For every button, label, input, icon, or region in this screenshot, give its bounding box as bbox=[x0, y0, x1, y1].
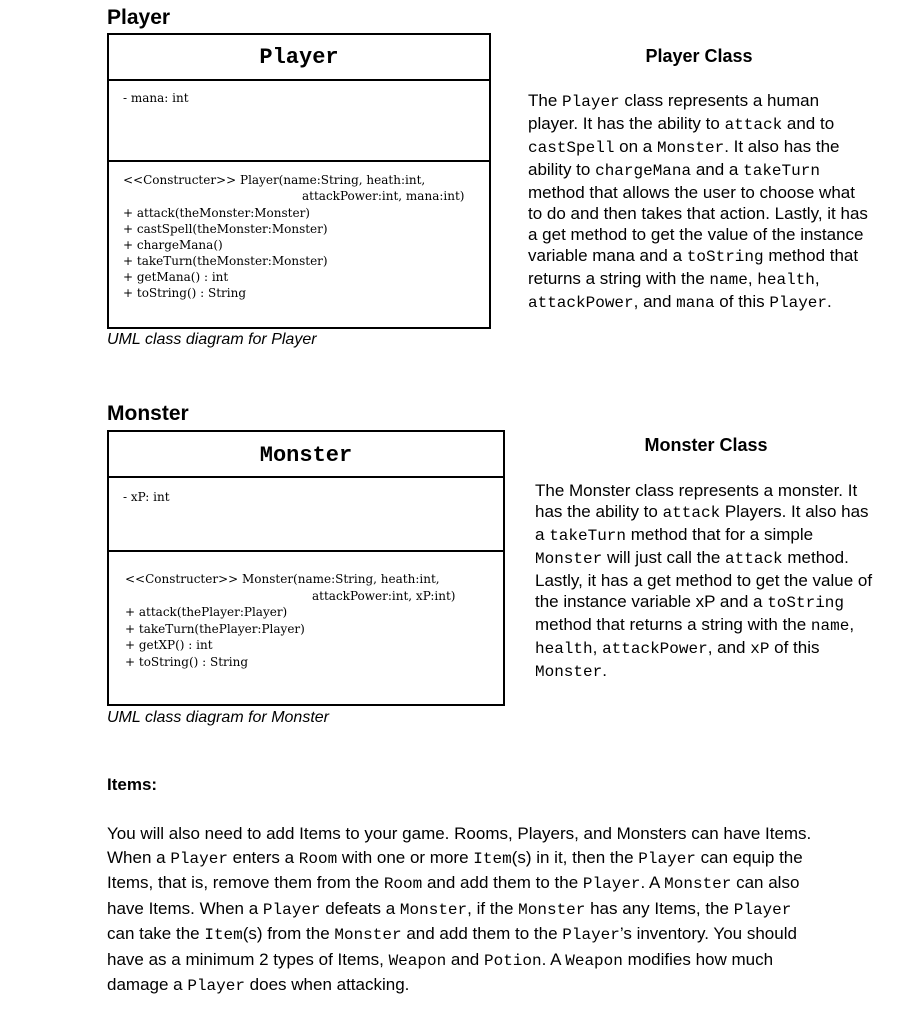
monster-attribute-xp: - xP: int bbox=[123, 490, 170, 504]
monster-method: + toString() : String bbox=[125, 655, 249, 669]
monster-method: + takeTurn(thePlayer:Player) bbox=[125, 622, 305, 636]
player-uml-class-name: Player bbox=[109, 35, 489, 81]
player-uml-diagram bbox=[107, 33, 491, 329]
player-attribute-mana: - mana: int bbox=[123, 91, 189, 105]
player-method: + castSpell(theMonster:Monster) bbox=[123, 222, 328, 236]
player-uml-caption: UML class diagram for Player bbox=[107, 331, 317, 348]
player-constructor-line1: <<Constructer>> Player(name:String, heath:int, bbox=[123, 173, 426, 187]
player-uml-attributes bbox=[109, 79, 489, 162]
monster-uml-caption: UML class diagram for Monster bbox=[107, 709, 329, 726]
player-method: + chargeMana() bbox=[123, 238, 223, 252]
monster-constructor-line1: <<Constructer>> Monster(name:String, heath:int, bbox=[125, 572, 440, 586]
monster-section-title: Monster bbox=[107, 402, 189, 425]
monster-method: + getXP() : int bbox=[125, 638, 213, 652]
monster-class-description: The Monster class represents a monster. It has the ability to attack Players. It also has a takeTurn method that for a simple Monster will just call the attack method. Lastly, it has a get method to get the value of the instance variable xP and a toString method that returns a string with the name, health, attackPower, and xP of this Monster. bbox=[535, 481, 873, 681]
player-constructor-line2: attackPower:int, mana:int) bbox=[302, 189, 465, 203]
monster-uml-attributes bbox=[109, 476, 503, 552]
monster-constructor-line2: attackPower:int, xP:int) bbox=[312, 589, 456, 603]
items-paragraph: You will also need to add Items to your game. Rooms, Players, and Monsters can have Items. When a Player enters a Room with one or more Item(s) in it, then the Player can equip the Items, that is, remove them from the Room and add them to the Player. A Monster can also have Items. When a Player defeats a Monster, if the Monster has any Items, the Player can take the Item(s) from the Monster and add them to the Player’s inventory. You should have as a minimum 2 types of Items, Weapon and Potion. A Weapon modifies how much damage a Player does when attacking. bbox=[107, 824, 812, 995]
monster-class-heading: Monster Class bbox=[644, 435, 768, 455]
player-class-description: The Player class represents a human player. It has the ability to attack and to castSpell on a Monster. It also has the ability to chargeMana and a takeTurn method that allows the user to choose what to do and then takes that action. Lastly, it has a get method to get the value of the instance variable mana and a toString method that returns a string with the name, health, attackPower, and mana of this Player. bbox=[528, 91, 868, 312]
player-method: + toString() : String bbox=[123, 286, 247, 300]
player-method: + getMana() : int bbox=[123, 270, 229, 284]
items-section-title: Items: bbox=[107, 775, 158, 794]
player-section-title: Player bbox=[107, 6, 171, 29]
player-method: + takeTurn(theMonster:Monster) bbox=[123, 254, 328, 268]
player-method: + attack(theMonster:Monster) bbox=[123, 206, 310, 220]
player-class-heading: Player Class bbox=[645, 46, 753, 66]
monster-uml-class-name: Monster bbox=[109, 432, 503, 478]
monster-uml-diagram bbox=[107, 430, 505, 706]
monster-method: + attack(thePlayer:Player) bbox=[125, 605, 288, 619]
